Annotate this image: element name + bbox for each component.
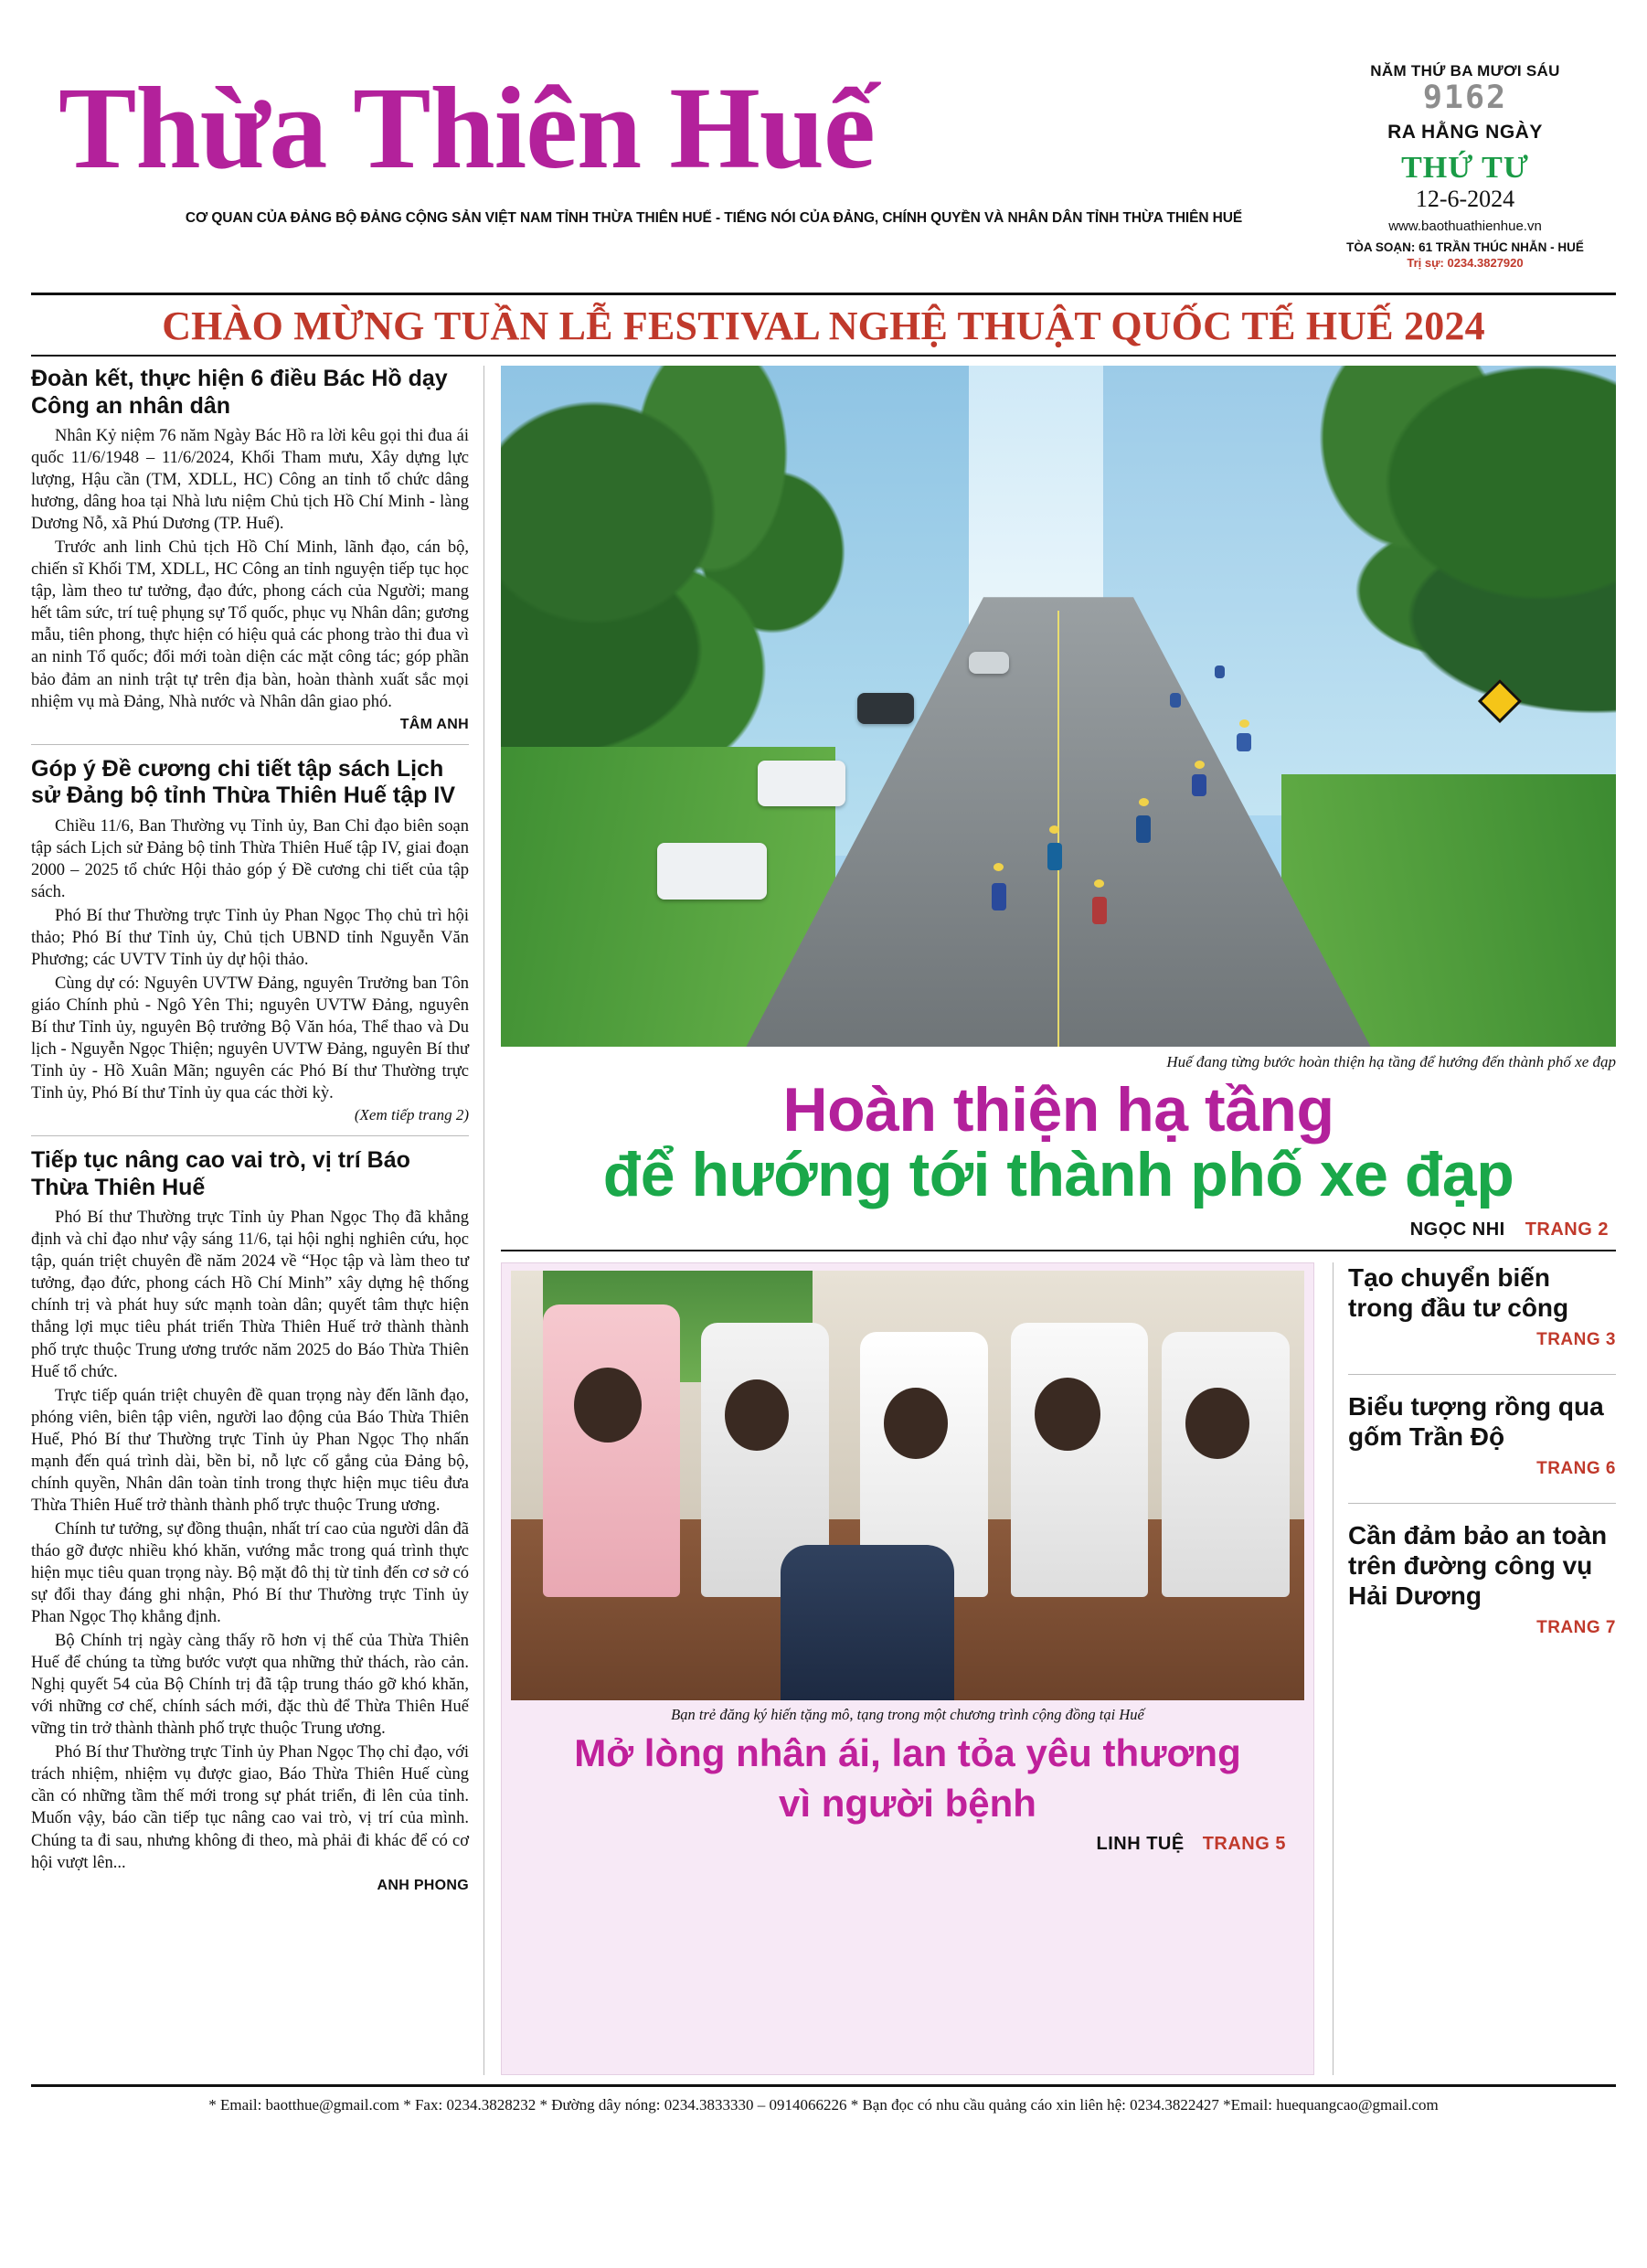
- second-byline-row: [511, 1834, 1304, 1855]
- masthead-left: [31, 26, 1314, 227]
- photo-cyclist: [1170, 693, 1181, 708]
- photo-cyclist: [1136, 815, 1151, 843]
- article-separator: [31, 1135, 469, 1136]
- lower-section: [501, 1250, 1616, 2075]
- photo-person-head: [1035, 1378, 1100, 1451]
- festival-banner: CHÀO MỪNG TUẦN LỄ FESTIVAL NGHỆ THUẬT QUỐC TẾ HUẾ 2024: [162, 303, 1485, 348]
- photo-cyclist: [1237, 733, 1251, 751]
- main-photo-caption: Huế đang từng bước hoàn thiện hạ tầng để hướng đến thành phố xe đạp: [1166, 1053, 1616, 1070]
- article-paragraph: Cùng dự có: Nguyên UVTW Đảng, nguyên Trưởng ban Tôn giáo Chính phủ - Ngô Yên Thi; nguyên UVTW Đảng, nguyên Bí thư Tỉnh ủy, nguyên Bộ trưởng Bộ Văn hóa, Thể thao và Du lịch - Nguyễn Ngọc Thiện; nguyên UVTW Đảng, nguyên Bí thư Tỉnh ủy - Hồ Xuân Mãn; nguyên các Phó Bí thư Thường trực Tỉnh ủy, Phó Bí thư Tỉnh ủy qua các thời kỳ.: [31, 974, 469, 1103]
- newspaper-subtitle: CƠ QUAN CỦA ĐẢNG BỘ ĐẢNG CỘNG SẢN VIỆT NAM TỈNH THỪA THIÊN HUẾ - TIẾNG NÓI CỦA ĐẢNG, CHÍNH QUYỀN VÀ NHÂN DÂN TỈNH THỪA THIÊN HUẾ: [185, 210, 1243, 226]
- photo-cyclist-helmet: [1049, 825, 1059, 834]
- article-headline: Tiếp tục nâng cao vai trò, vị trí Báo Thừa Thiên Huế: [31, 1147, 410, 1200]
- photo-person: [1011, 1323, 1148, 1597]
- article-byline: TÂM ANH: [399, 716, 469, 732]
- weekday-label: THỨ TƯ: [1401, 150, 1529, 185]
- second-photo-blood-donation: [511, 1271, 1304, 1700]
- promo-page-ref[interactable]: TRANG 7: [1536, 1617, 1616, 1637]
- continuation-note[interactable]: (Xem tiếp trang 2): [354, 1106, 469, 1124]
- photo-person-head: [884, 1388, 948, 1459]
- masthead-info-block: [1314, 26, 1616, 270]
- second-headline-line1: Mở lòng nhân ái, lan tỏa yêu thương: [574, 1730, 1241, 1774]
- left-column: [31, 366, 484, 2075]
- promo-headline: Cần đảm bảo an toàn trên đường công vụ Hải Dương: [1348, 1520, 1608, 1610]
- promo-headline: Tạo chuyển biến trong đầu tư công: [1348, 1262, 1569, 1322]
- photo-cyclist: [1047, 843, 1062, 870]
- article-paragraph: Bộ Chính trị ngày càng thấy rõ hơn vị thế của Thừa Thiên Huế để chúng ta từng bước vượt qua những thử thách, rào cản. Nghị quyết 54 của Bộ Chính trị đã tập trung tháo gỡ khó khăn, với những cơ chế, chính sách mới, đặc thù để Thừa Thiên Huế vững tin trở thành thành phố trực thuộc Trung ương.: [31, 1632, 469, 1739]
- issue-number: 9162: [1422, 80, 1508, 116]
- photo-person: [543, 1304, 680, 1597]
- main-byline-row: [501, 1219, 1616, 1240]
- main-photo-bicycle-street: [501, 366, 1616, 1047]
- promo-column: [1333, 1262, 1616, 2075]
- office-address: TÒA SOẠN: 61 TRẦN THÚC NHẪN - HUẾ: [1346, 240, 1584, 254]
- second-byline: LINH TUỆ: [1096, 1833, 1185, 1854]
- promo-item-dau-tu-cong[interactable]: [1348, 1262, 1616, 1350]
- article-paragraph: Chiều 11/6, Ban Thường vụ Tỉnh ủy, Ban Chỉ đạo biên soạn tập sách Lịch sử Đảng bộ tỉnh Thừa Thiên Huế tập IV, giai đoạn 2000 – 2025 tổ chức Hội thảo góp ý Đề cương chi tiết của tập sách.: [31, 816, 469, 901]
- main-page-ref[interactable]: TRANG 2: [1525, 1219, 1609, 1240]
- page-footer: * Email: baotthue@gmail.com * Fax: 0234.3828232 * Đường dây nóng: 0234.3833330 – 0914066226 * Bạn đọc có nhu cầu quảng cáo xin liên hệ: 0234.3822427 *Email: huequangcao@gmail.com: [31, 2084, 1616, 2114]
- article-paragraph: Trước anh linh Chủ tịch Hồ Chí Minh, lãnh đạo, cán bộ, chiến sĩ Khối TM, XDLL, HC Công an tỉnh nguyện tiếp tục học tập, làm theo tư tưởng, đạo đức, phong cách của Người; mang hết tâm sức, trí tuệ phụng sự Tổ quốc, phục vụ Nhân dân; gương mẫu, tiên phong, thực hiện có hiệu quả các phong trào thi đua vì an ninh Tổ quốc; đổi mới toàn diện các mặt công tác; góp phần bảo đảm an ninh trật tự trên địa bàn, hoàn thành xuất sắc mọi nhiệm vụ mà Đảng, Nhà nước và Nhân dân giao phó.: [31, 538, 469, 711]
- article-gop-y-de-cuong: [31, 756, 469, 1125]
- second-headline-line2: vì người bệnh: [779, 1781, 1036, 1825]
- masthead: [31, 26, 1616, 291]
- photo-person-seated: [781, 1545, 954, 1700]
- article-body: [31, 815, 469, 1105]
- newspaper-title: Thừa Thiên Huế: [58, 63, 875, 193]
- promo-separator: [1348, 1374, 1616, 1375]
- article-paragraph: Chính tư tưởng, sự đồng thuận, nhất trí cao của người dân đã tháo gỡ được nhiều khó khăn, vướng mắc trong quá trình thực hiện mục tiêu quan trọng này. Bộ mặt đô thị từ tỉnh đến cơ sở có sự đổi thay đáng ghi nhận, Phó Bí thư Thường trực Tỉnh ủy Phan Ngọc Thọ khẳng định.: [31, 1519, 469, 1627]
- article-paragraph: Phó Bí thư Thường trực Tỉnh ủy Phan Ngọc Thọ chỉ đạo, với trách nhiệm, nhiệm vụ được giao, Báo Thừa Thiên Huế cùng cần có những tầm thế mới trong sự phát triển, đi lên của tỉnh. Muốn vậy, báo cần tiếp tục nâng cao vai trò, vị trí của mình. Chúng ta đi sau, nhưng không đi theo, mà phải đi khác để có cơ hội vượt lên...: [31, 1743, 469, 1872]
- photo-cyclist: [1092, 897, 1107, 924]
- article-headline: Góp ý Đề cương chi tiết tập sách Lịch sử Đảng bộ tỉnh Thừa Thiên Huế tập IV: [31, 755, 455, 809]
- main-byline: NGỌC NHI: [1409, 1219, 1505, 1240]
- photo-cyclist: [992, 883, 1006, 910]
- second-story: [501, 1262, 1314, 2075]
- second-photo-caption: Bạn trẻ đăng ký hiến tặng mô, tạng trong một chương trình cộng đồng tại Huế: [671, 1705, 1144, 1723]
- main-headline-line1: Hoàn thiện hạ tầng: [782, 1075, 1334, 1145]
- photo-cyclist-helmet: [994, 863, 1004, 871]
- article-tiep-tuc-nang-cao: [31, 1147, 469, 1893]
- volume-year-line: NĂM THỨ BA MƯƠI SÁU: [1370, 62, 1560, 80]
- photo-person-head: [574, 1368, 642, 1443]
- photo-car: [969, 652, 1009, 674]
- promo-item-duong-cong-vu[interactable]: [1348, 1520, 1616, 1638]
- photo-person-head: [725, 1379, 789, 1451]
- banner-divider: [31, 355, 1616, 357]
- article-separator: [31, 744, 469, 745]
- promo-item-gom-tran-do[interactable]: [1348, 1391, 1616, 1479]
- office-phone: Trị sự: 0234.3827920: [1407, 255, 1524, 270]
- article-byline: ANH PHONG: [377, 1877, 469, 1893]
- photo-car: [857, 693, 914, 724]
- photo-person: [1162, 1332, 1290, 1597]
- article-body: [31, 1207, 469, 1873]
- photo-cyclist: [1215, 665, 1225, 678]
- second-page-ref[interactable]: TRANG 5: [1202, 1833, 1286, 1854]
- article-headline: Đoàn kết, thực hiện 6 điều Bác Hồ dạy Công an nhân dân: [31, 366, 448, 419]
- photo-car: [657, 843, 767, 900]
- promo-page-ref[interactable]: TRANG 6: [1536, 1458, 1616, 1478]
- promo-headline: Biểu tượng rồng qua gốm Trần Độ: [1348, 1391, 1604, 1451]
- promo-page-ref[interactable]: TRANG 3: [1536, 1329, 1616, 1349]
- article-paragraph: Phó Bí thư Thường trực Tỉnh ủy Phan Ngọc Thọ chủ trì hội thảo; Phó Bí thư Tỉnh ủy, Chủ tịch UBND tỉnh Nguyễn Văn Phương; các UVTV Tỉnh ủy dự hội thảo.: [31, 906, 469, 969]
- photo-car: [758, 761, 845, 806]
- photo-cyclist-helmet: [1195, 761, 1205, 769]
- photo-cyclist: [1192, 774, 1206, 796]
- article-doan-ket: [31, 366, 469, 733]
- photo-cyclist-helmet: [1139, 798, 1149, 806]
- frequency-label: RA HẰNG NGÀY: [1387, 121, 1543, 143]
- article-paragraph: Phó Bí thư Thường trực Tỉnh ủy Phan Ngọc Thọ đã khẳng định và chỉ đạo như vậy sáng 11/6, tại hội nghị nghiên cứu, học tập, quán triệt chuyên đề năm 2024 về “Học tập và làm theo tư tưởng, đạo đức, phong cách Hồ Chí Minh” xây dựng hệ thống chính trị và phát huy sức mạnh toàn dân; quyết tâm thực hiện thắng lợi mục tiêu phát triển Thừa Thiên Huế trở thành thành phố trực thuộc Trung ương trước năm 2025 do Báo Thừa Thiên Huế tổ chức.: [31, 1209, 469, 1381]
- main-column: [501, 366, 1616, 2075]
- issue-date: 12-6-2024: [1415, 185, 1515, 212]
- main-headline-line2: để hướng tới thành phố xe đạp: [602, 1140, 1514, 1210]
- article-paragraph: Nhân Kỷ niệm 76 năm Ngày Bác Hồ ra lời kêu gọi thi đua ái quốc 11/6/1948 – 11/6/2024, Khối Tham mưu, Xây dựng lực lượng, Hậu cần (TM, XDLL, HC) Công an tỉnh tổ chức dâng hương, dâng hoa tại Nhà lưu niệm Chủ tịch Hồ Chí Minh - làng Dương Nỗ, xã Phú Dương (TP. Huế).: [31, 427, 469, 534]
- article-body: [31, 425, 469, 713]
- photo-person-head: [1185, 1388, 1249, 1459]
- website-url[interactable]: www.baothuathienhue.vn: [1388, 218, 1542, 234]
- article-paragraph: Trực tiếp quán triệt chuyên đề quan trọng này đến lãnh đạo, phóng viên, biên tập viên, người lao động của Báo Thừa Thiên Huế, Phó Bí thư Thường trực Tỉnh ủy Phan Ngọc Thọ nhấn mạnh đến quá trình dài, bền bỉ, nỗ lực cố gắng của Đảng bộ, chính quyền, Nhân dân toàn tỉnh trong thực hiện mục tiêu đưa Thừa Thiên Huế trở thành thành phố trực thuộc Trung ương.: [31, 1386, 469, 1515]
- page-body: [31, 366, 1616, 2075]
- promo-separator: [1348, 1503, 1616, 1504]
